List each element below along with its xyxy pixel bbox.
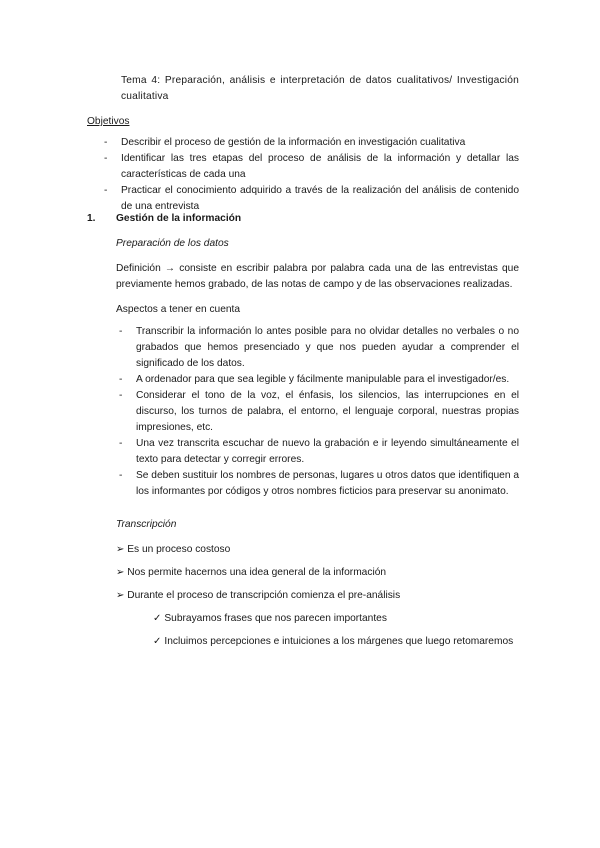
definition-paragraph: Definición → consiste en escribir palabra por palabra cada una de las entrevistas que previamente hemos grabado, de las notas de campo y de las observaciones realizadas.	[116, 263, 519, 290]
point-text: Es un proceso costoso	[127, 544, 231, 555]
subsection-title-preparation: Preparación de los datos	[116, 238, 229, 249]
dash-bullet: -	[119, 374, 123, 385]
section-number: 1.	[87, 213, 96, 224]
objective-item: Identificar las tres etapas del proceso de análisis de la información y detallar las características de cada una	[121, 153, 519, 180]
arrowhead-bullet-icon: ➢	[116, 590, 125, 601]
checkmark-icon: ✓	[153, 613, 162, 624]
objective-item: Describir el proceso de gestión de la información en investigación cualitativa	[121, 137, 466, 148]
point-item	[116, 542, 230, 558]
arrowhead-bullet-icon: ➢	[116, 544, 125, 555]
point-item	[116, 588, 400, 604]
aspect-item: Considerar el tono de la voz, el énfasis, los silencios, las interrupciones en el discurso, los turnos de palabra, el entorno, el lenguaje corporal, nuestras propias impresiones, etc.	[136, 390, 519, 433]
point-text: Durante el proceso de transcripción comienza el pre-análisis	[127, 590, 401, 601]
dash-bullet: -	[119, 438, 123, 449]
aspect-item: A ordenador para que sea legible y fácilmente manipulable para el investigador/es.	[136, 374, 510, 385]
objectives-heading: Objetivos	[87, 116, 130, 127]
subsection-title-transcription: Transcripción	[116, 519, 177, 530]
aspect-item: Se deben sustituir los nombres de personas, lugares u otros datos que identifiquen a los informantes por códigos y otros nombres ficticios para preservar su anonimato.	[136, 470, 519, 497]
subpoint-text: Subrayamos frases que nos parecen importantes	[164, 613, 387, 624]
dash-bullet: -	[104, 153, 108, 164]
checkmark-icon: ✓	[153, 636, 162, 647]
point-item	[116, 565, 386, 581]
section-title: Gestión de la información	[116, 213, 242, 224]
point-text: Nos permite hacernos una idea general de la información	[127, 567, 387, 578]
dash-bullet: -	[104, 185, 108, 196]
subpoint-item	[153, 634, 513, 650]
document-title: Tema 4: Preparación, análisis e interpretación de datos cualitativos/ Investigación cualitativa	[121, 75, 519, 102]
subpoint-text: Incluimos percepciones e intuiciones a los márgenes que luego retomaremos	[164, 636, 514, 647]
aspect-item: Una vez transcrita escuchar de nuevo la grabación e ir leyendo simultáneamente el texto para detectar y corregir errores.	[136, 438, 519, 465]
aspect-item: Transcribir la información lo antes posible para no olvidar detalles no verbales o no grabados que hemos presenciado y que nos pueden ayudar a comprender el significado de los datos.	[136, 326, 519, 369]
objective-item: Practicar el conocimiento adquirido a través de la realización del análisis de contenido de una entrevista	[121, 185, 519, 212]
arrowhead-bullet-icon: ➢	[116, 567, 125, 578]
subpoint-item	[153, 611, 387, 627]
aspects-heading: Aspectos a tener en cuenta	[116, 304, 241, 315]
dash-bullet: -	[119, 326, 123, 337]
dash-bullet: -	[119, 470, 123, 481]
dash-bullet: -	[119, 390, 123, 401]
dash-bullet: -	[104, 137, 108, 148]
